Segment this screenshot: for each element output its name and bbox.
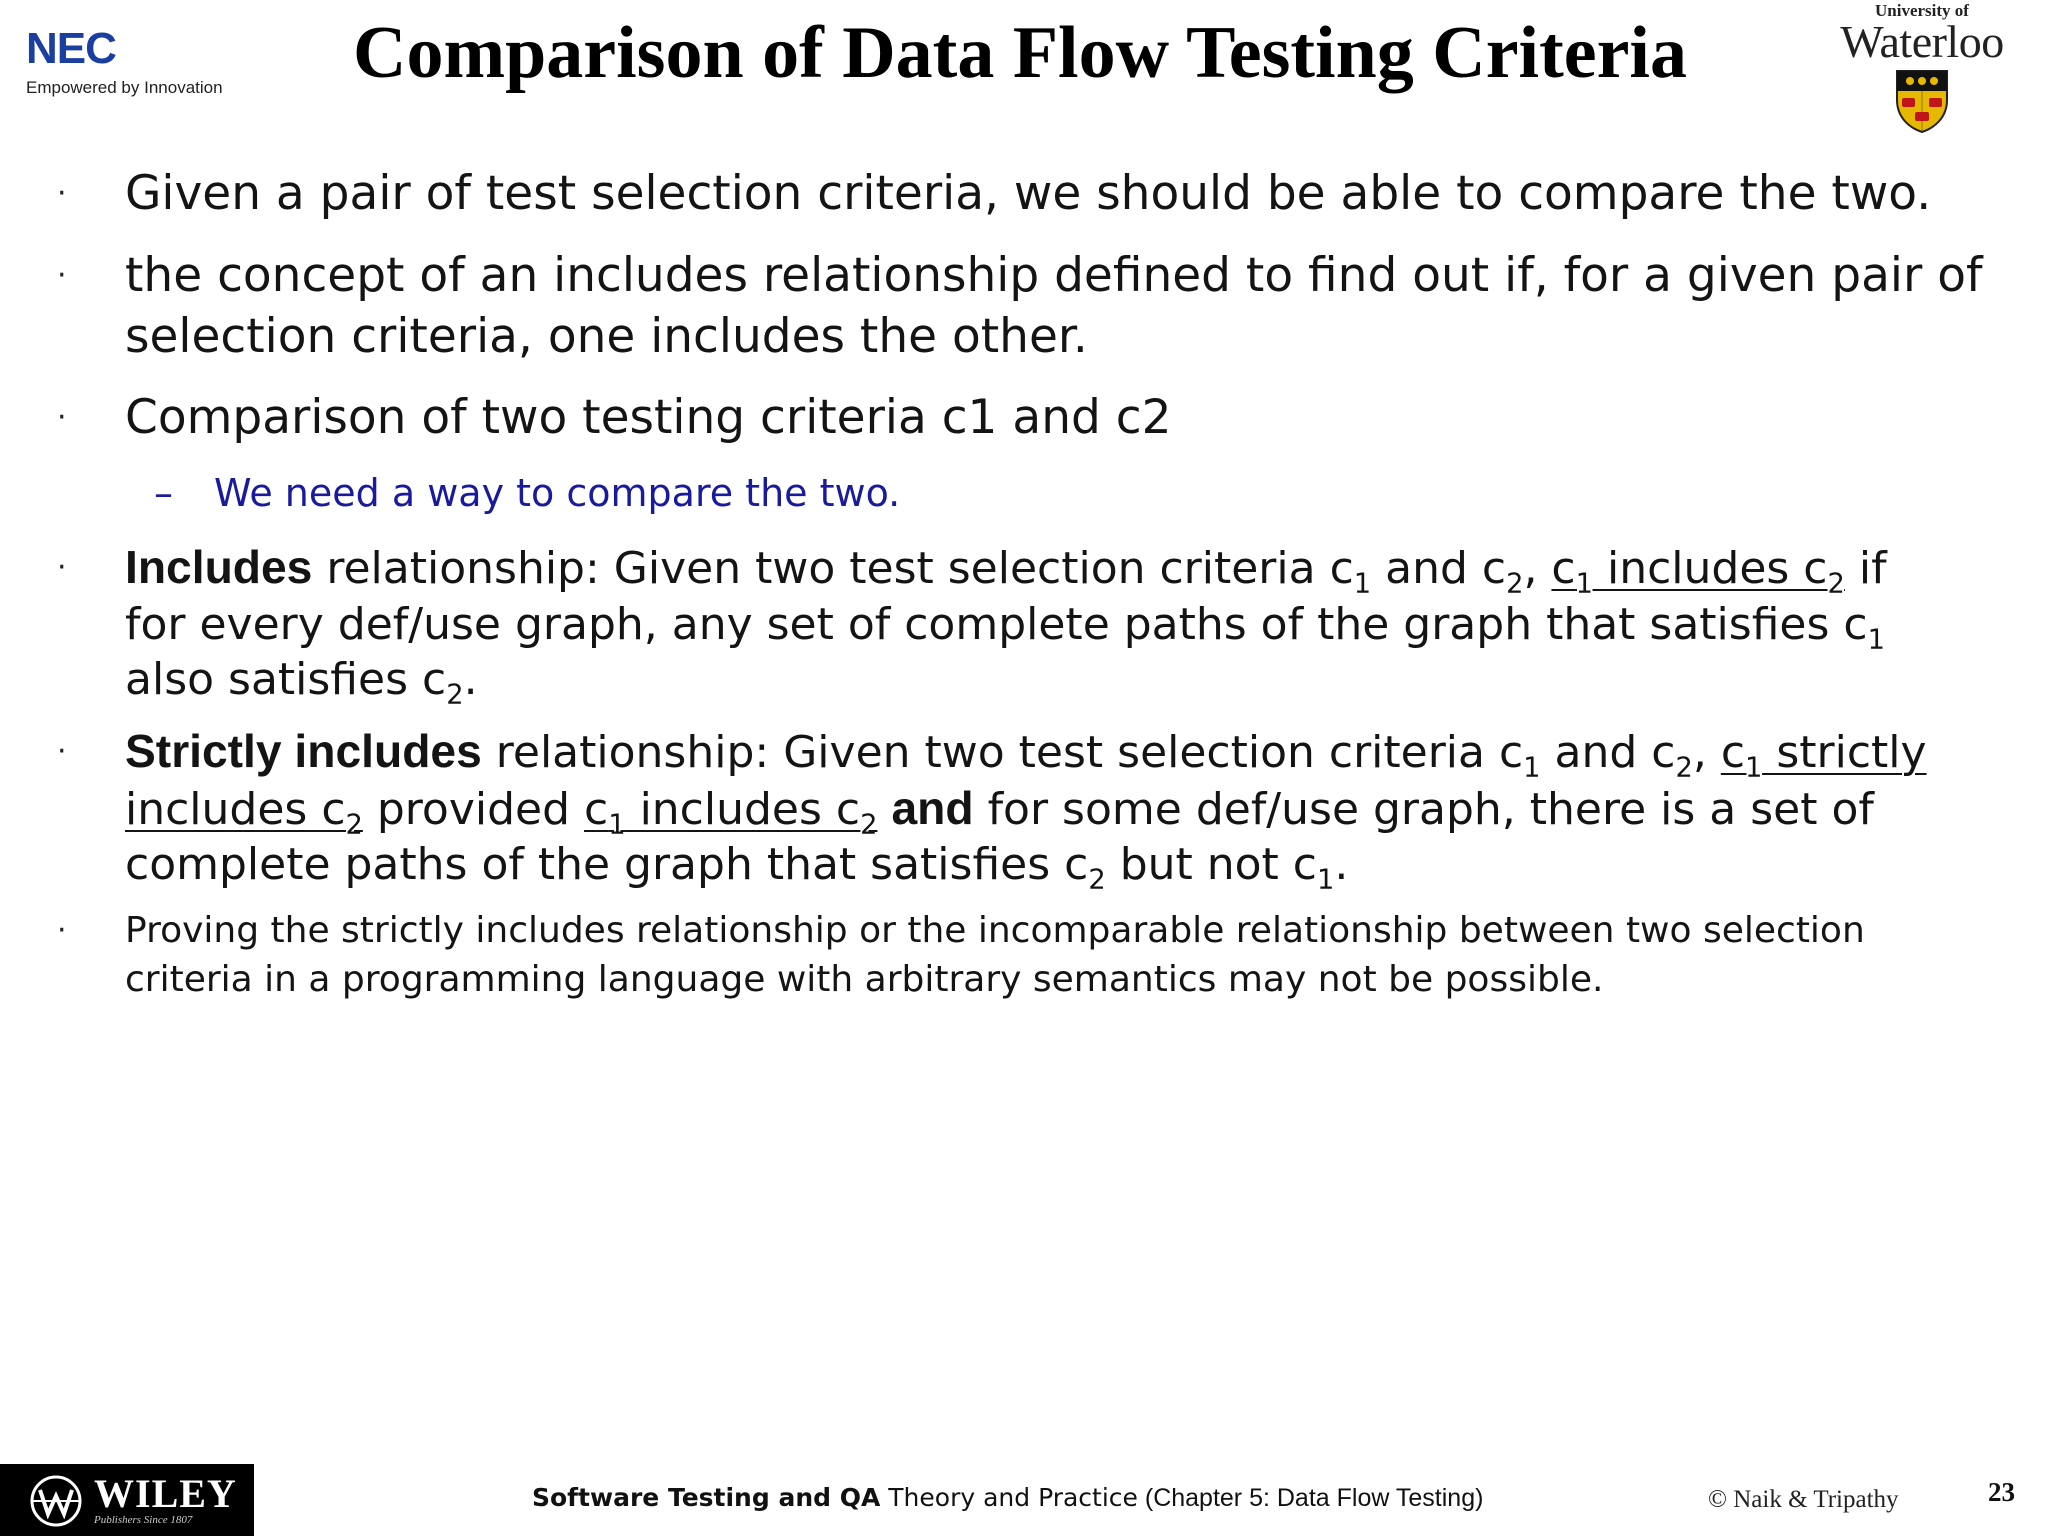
bullet-dot: · xyxy=(57,400,67,435)
bullet-dot: · xyxy=(57,734,67,769)
nec-logo xyxy=(26,24,246,98)
page-number: 23 xyxy=(1988,1477,2015,1507)
university-crest-icon xyxy=(1894,68,1950,134)
slide-title: Comparison of Data Flow Testing Criteria xyxy=(353,12,1687,94)
bullet-4-includes xyxy=(57,540,1945,711)
bullet-5-strictly-includes xyxy=(57,724,1945,896)
bullet-1 xyxy=(57,163,2025,224)
nec-logo-tagline: Empowered by Innovation xyxy=(26,78,223,97)
footer-book-bold: Software Testing and QA xyxy=(532,1483,881,1512)
bullet-6-text: Proving the strictly includes relationship or the incomparable relationship between two selection criteria in a programming language with arbitrary semantics may not be possible. xyxy=(125,910,1865,1000)
term-and: and xyxy=(891,781,974,834)
sub-bullet-dash: – xyxy=(154,471,173,515)
term-strictly-includes: Strictly includes xyxy=(125,725,482,777)
bullet-1-text: Given a pair of test selection criteria, we should be able to compare the two. xyxy=(125,166,1932,221)
bullet-2 xyxy=(57,245,2025,367)
bullet-3 xyxy=(57,387,2025,448)
bullet-3-text: Comparison of two testing criteria c1 and c2 xyxy=(125,390,1172,445)
bullet-dot: · xyxy=(57,550,67,585)
wiley-emblem-icon xyxy=(26,1474,86,1528)
bullet-dot: · xyxy=(57,258,67,293)
sub-bullet-3a-text: We need a way to compare the two. xyxy=(214,471,901,515)
footer-book-title xyxy=(532,1483,1483,1513)
term-includes: Includes xyxy=(125,541,313,593)
sub-bullet-3a xyxy=(154,469,2048,517)
nec-logo-mark: NEC xyxy=(26,24,116,73)
bullet-6 xyxy=(57,907,1995,1004)
bullet-dot: · xyxy=(57,913,67,948)
wiley-tagline: Publishers Since 1807 xyxy=(94,1514,193,1526)
bullet-dot: · xyxy=(57,176,67,211)
underlined-phrase: $c_1$ includes $c_2$ xyxy=(1551,543,1845,600)
waterloo-logo xyxy=(1806,2,2038,136)
wiley-wordmark: WILEY xyxy=(94,1471,237,1516)
footer-book-rest: Theory and Practice xyxy=(880,1483,1138,1512)
bullet-4-text: Includes relationship: Given two test selection criteria $c_1$ and $c_2$, $c_1$ includes $c_2$ if for every def/use graph, any set of complete paths of the graph that satisfies $c_1$ also satisfies $c_2$. xyxy=(125,541,1887,711)
underlined-phrase: $c_1$ strictly includes $c_2$ xyxy=(125,727,1927,841)
underlined-phrase: $c_1$ includes $c_2$ xyxy=(584,783,878,841)
bullet-2-text: the concept of an includes relationship defined to find out if, for a given pair of selection criteria, one includes the other. xyxy=(125,248,1983,364)
bullet-5-text: Strictly includes relationship: Given two test selection criteria $c_1$ and $c_2$, $c_1$ strictly includes $c_2$ provided $c_1$ includes $c_2$ and for some def/use graph, there is a set of complete paths of the graph that satisfies $c_2$ but not $c_1$. xyxy=(125,725,1927,896)
waterloo-logo-small: University of xyxy=(1875,1,1969,20)
footer-chapter: (Chapter 5: Data Flow Testing) xyxy=(1137,1484,1484,1512)
footer-copyright: © Naik & Tripathy xyxy=(1708,1486,1899,1513)
waterloo-logo-name: Waterloo xyxy=(1840,16,2004,67)
wiley-logo xyxy=(0,1464,254,1536)
